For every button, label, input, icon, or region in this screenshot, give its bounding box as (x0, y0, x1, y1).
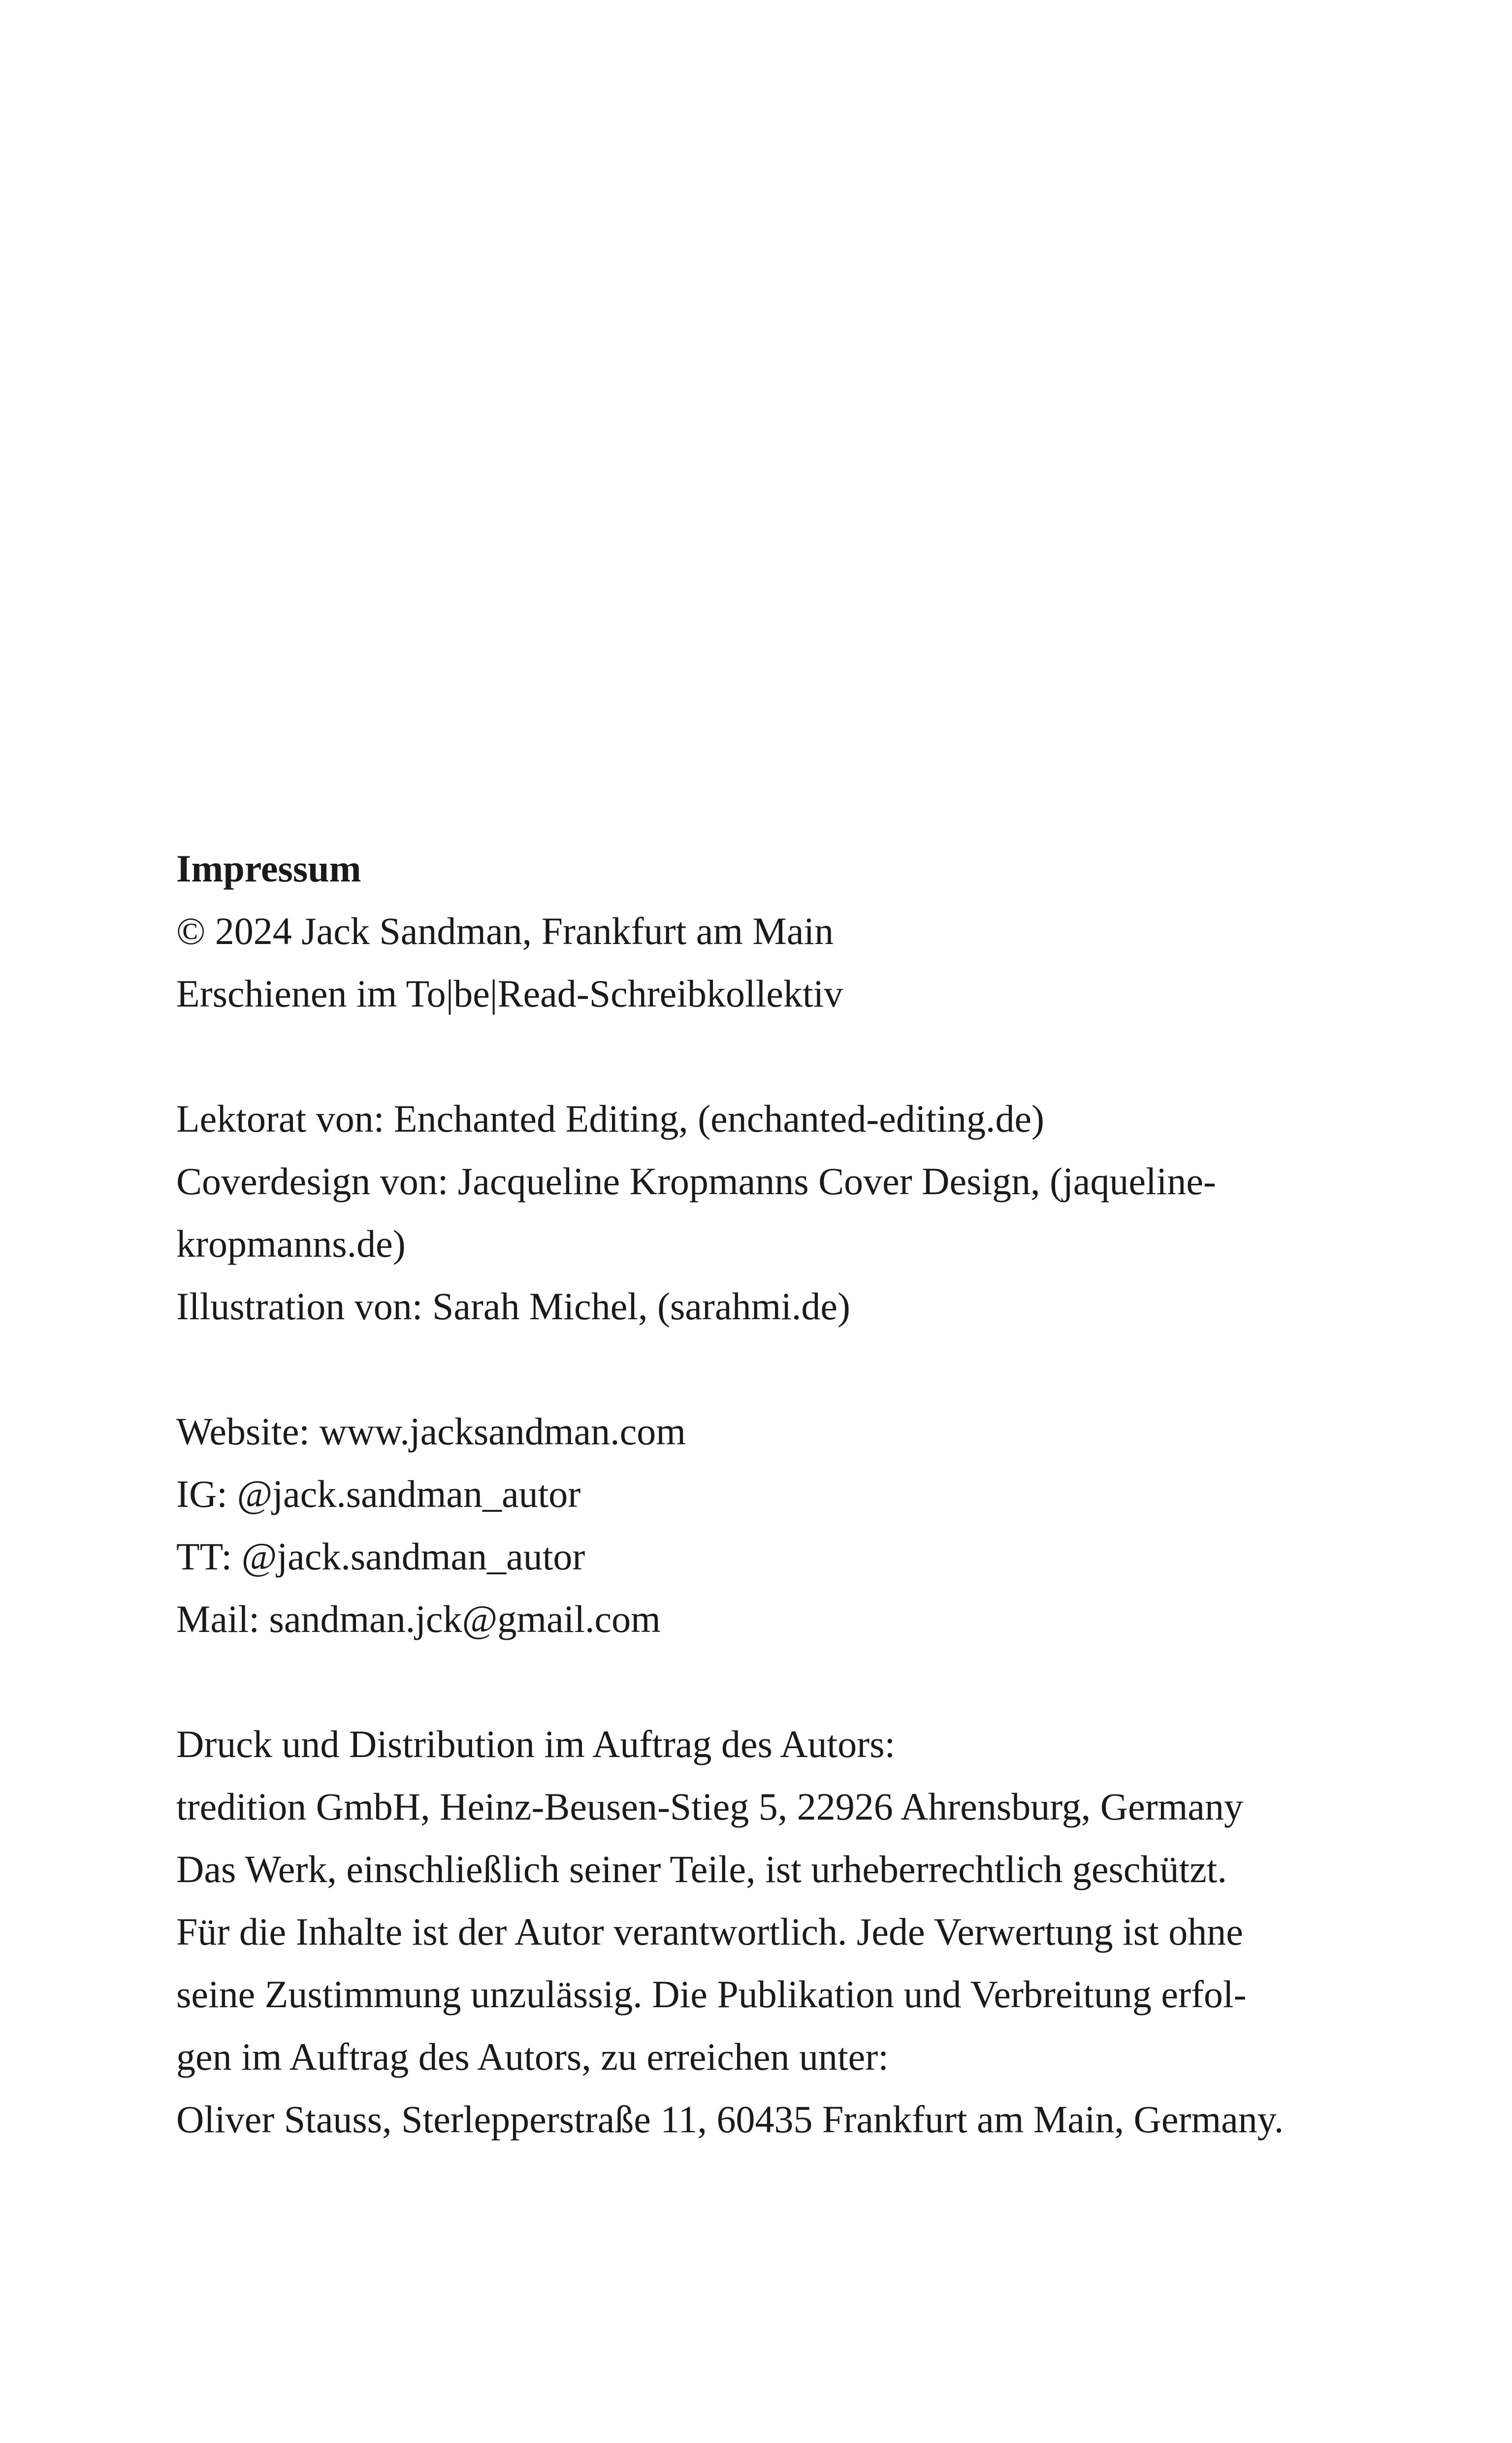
illustration-credit: Illustration von: Sarah Michel, (sarahmi.de) (176, 1285, 850, 1328)
impressum-block (176, 837, 1338, 2150)
mail-line: Mail: sandman.jck@gmail.com (176, 1597, 661, 1640)
legal-line: Druck und Distribution im Auftrag des Autors: (176, 1723, 896, 1765)
contact-section (176, 1400, 1338, 1650)
cover-credit-line-2: kropmanns.de) (176, 1222, 406, 1265)
cover-credit-line-1: Coverdesign von: Jacqueline Kropmanns Cover Design, (jaqueline- (176, 1160, 1216, 1203)
website-line: Website: www.jacksandman.com (176, 1410, 686, 1453)
legal-line: gen im Auftrag des Autors, zu erreichen unter: (176, 2035, 889, 2078)
legal-line: seine Zustimmung unzulässig. Die Publikation und Verbreitung erfol- (176, 1973, 1247, 2016)
legal-line: Oliver Stauss, Sterlepperstraße 11, 60435 Frankfurt am Main, Germany. (176, 2098, 1284, 2141)
instagram-line: IG: @jack.sandman_autor (176, 1472, 581, 1515)
legal-line: Das Werk, einschließlich seiner Teile, ist urheberrechtlich geschützt. (176, 1848, 1227, 1890)
legal-line: tredition GmbH, Heinz-Beusen-Stieg 5, 22926 Ahrensburg, Germany (176, 1785, 1244, 1828)
publisher-line: Erschienen im To|be|Read-Schreibkollektiv (176, 972, 843, 1015)
copyright-line: © 2024 Jack Sandman, Frankfurt am Main (176, 910, 834, 952)
editing-credit: Lektorat von: Enchanted Editing, (enchanted-editing.de) (176, 1097, 1045, 1140)
page-title: Impressum (176, 847, 361, 890)
tiktok-line: TT: @jack.sandman_autor (176, 1535, 585, 1578)
legal-section (176, 1713, 1338, 2150)
credits-section (176, 1087, 1338, 1337)
legal-line: Für die Inhalte ist der Autor verantwortlich. Jede Verwertung ist ohne (176, 1910, 1243, 1953)
